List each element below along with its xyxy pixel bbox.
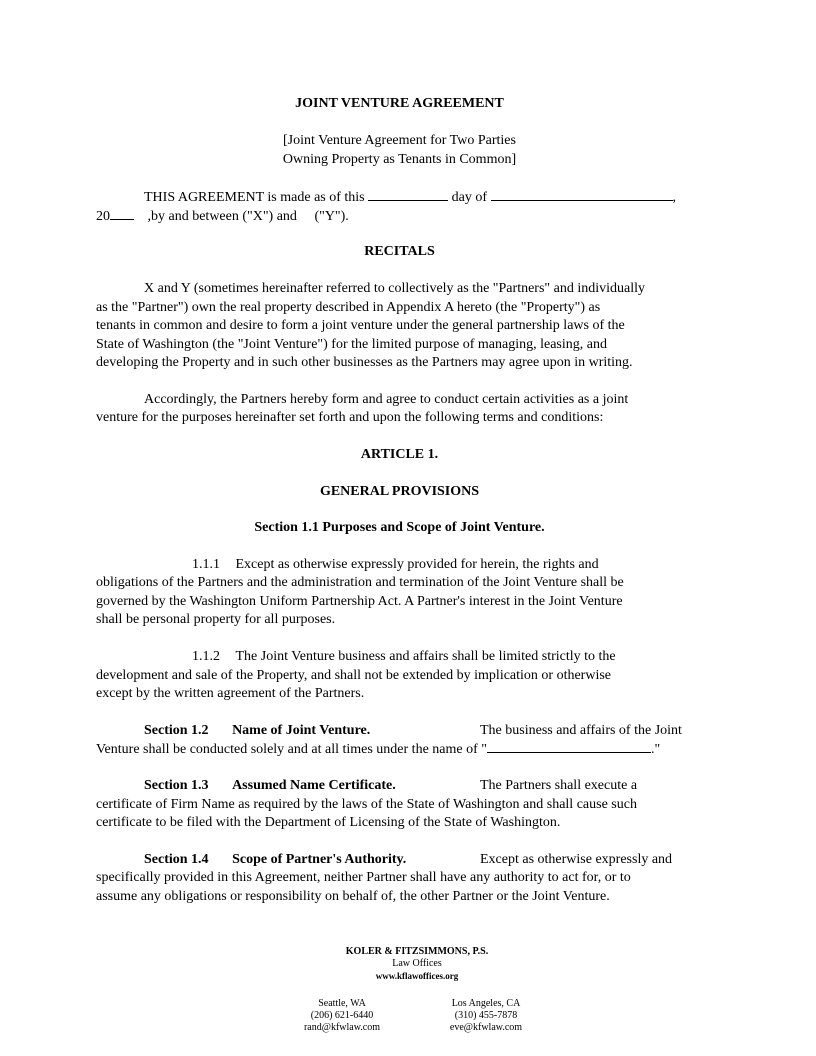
section-1-3-first: The Partners shall execute a [480, 778, 638, 793]
intro-line-1: THIS AGREEMENT is made as of this day of , [144, 190, 677, 205]
intro-line-2: 20 ,by and between ("X") and ("Y"). [96, 209, 349, 224]
article-heading: ARTICLE 1. [360, 447, 439, 462]
section-label: Section 1.4 [144, 852, 209, 867]
recitals-p1-line-5: developing the Property and in such other businesses as the Partners may agree upon in writing. [96, 355, 633, 370]
section-heading: Name of Joint Venture. [232, 723, 371, 738]
recitals-p1-line-1: X and Y (sometimes hereinafter referred to collectively as the "Partners" and individually [144, 281, 645, 296]
document-title: JOINT VENTURE AGREEMENT [295, 96, 504, 111]
day-blank[interactable] [368, 188, 448, 201]
section-label: Section 1.2 [144, 723, 209, 738]
section-1-4-line-1 [144, 851, 406, 869]
section-1-4-line-3: assume any obligations or responsibility on behalf of, the other Partner or the Joint Venture. [96, 889, 610, 904]
section-1-2-line-1 [144, 722, 370, 740]
article-title: GENERAL PROVISIONS [319, 484, 480, 499]
para-number: 1.1.2 [192, 649, 220, 664]
para-1-1-1-line-3: governed by the Washington Uniform Partnership Act. A Partner's interest in the Joint Venture [96, 594, 623, 609]
section-heading: Scope of Partner's Authority. [232, 852, 407, 867]
section-1-4-line-2: specifically provided in this Agreement, neither Partner shall have any authority to act for, or to [96, 870, 631, 885]
office-city: Los Angeles, CA [451, 998, 521, 1009]
office-email[interactable]: rand@kfwlaw.com [303, 1022, 381, 1033]
recitals-heading: RECITALS [364, 244, 435, 259]
subtitle-line-1: [Joint Venture Agreement for Two Parties [283, 133, 516, 148]
office-email[interactable]: eve@kfwlaw.com [449, 1022, 523, 1033]
firm-name: KOLER & FITZSIMMONS, P.S. [345, 946, 489, 957]
para-1-1-1-line-1: 1.1.1 Except as otherwise expressly provided for herein, the rights and [192, 557, 599, 572]
recitals-p1-line-3: tenants in common and desire to form a joint venture under the general partnership laws of the [96, 318, 625, 333]
para-1-1-2-line-1: 1.1.2 The Joint Venture business and affairs shall be limited strictly to the [192, 649, 616, 664]
recitals-p1-line-4: State of Washington (the "Joint Venture") for the limited purpose of managing, leasing, and [96, 337, 607, 352]
section-1-4-first: Except as otherwise expressly and [480, 852, 673, 867]
month-blank[interactable] [491, 188, 673, 201]
para-1-1-1-line-2: obligations of the Partners and the administration and termination of the Joint Venture shall be [96, 575, 624, 590]
section-1-3-line-1 [144, 777, 396, 795]
recitals-p2-line-2: venture for the purposes hereinafter set forth and upon the following terms and conditions: [96, 410, 604, 425]
year-blank[interactable] [110, 207, 134, 220]
office-city: Seattle, WA [318, 998, 366, 1009]
section-1-2-line-2: Venture shall be conducted solely and at all times under the name of " ." [96, 742, 661, 757]
footer-seattle [292, 998, 392, 1034]
section-1-3-line-2: certificate of Firm Name as required by the laws of the State of Washington and shall cause such [96, 797, 637, 812]
recitals-p2-line-1: Accordingly, the Partners hereby form and agree to conduct certain activities as a joint [144, 392, 629, 407]
para-1-1-2-line-2: development and sale of the Property, and shall not be extended by implication or otherwise [96, 668, 612, 683]
section-1-3-line-3: certificate to be filed with the Department of Licensing of the State of Washington. [96, 815, 561, 830]
joint-venture-name-blank[interactable] [487, 740, 651, 753]
para-number: 1.1.1 [192, 557, 220, 572]
footer-los-angeles [436, 998, 536, 1034]
section-1-2-first: The business and affairs of the Joint [480, 723, 682, 738]
para-1-1-1-line-4: shall be personal property for all purposes. [96, 612, 336, 627]
firm-website[interactable]: www.kflawoffices.org [375, 971, 459, 981]
para-1-1-2-line-3: except by the written agreement of the Partners. [96, 686, 365, 701]
section-label: Section 1.3 [144, 778, 209, 793]
office-phone: (206) 621-6440 [310, 1010, 374, 1021]
document-page [96, 0, 703, 1056]
firm-office: Law Offices [392, 958, 442, 969]
office-phone: (310) 455-7878 [454, 1010, 518, 1021]
section-heading: Assumed Name Certificate. [232, 778, 396, 793]
subtitle-line-2: Owning Property as Tenants in Common] [282, 152, 517, 167]
section-1-1-heading: Section 1.1 Purposes and Scope of Joint Venture. [254, 520, 545, 535]
recitals-p1-line-2: as the "Partner") own the real property described in Appendix A hereto (the "Property") as [96, 300, 601, 315]
